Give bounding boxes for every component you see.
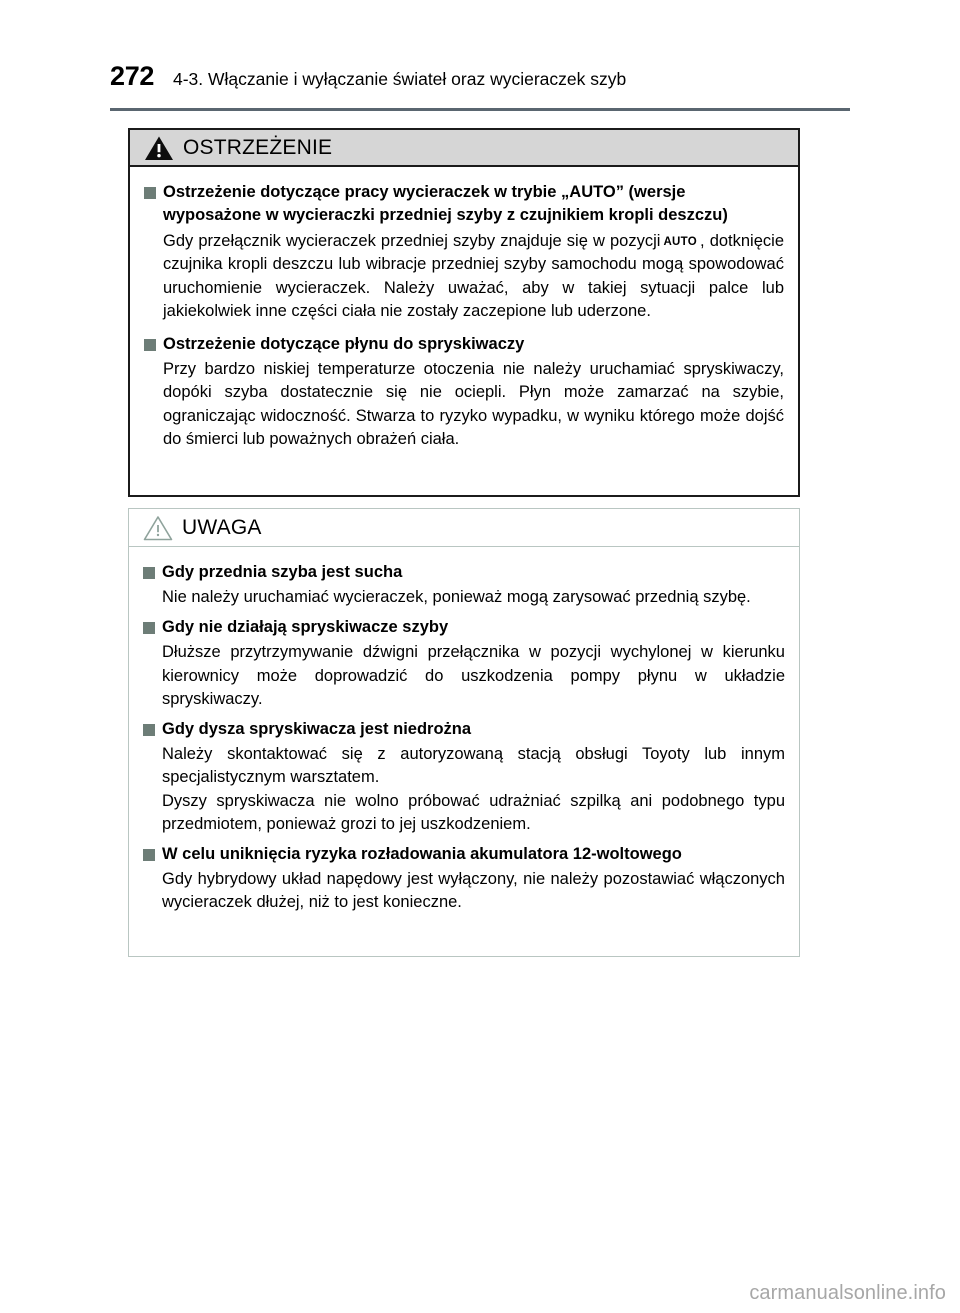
site-watermark: carmanualsonline.info bbox=[749, 1282, 946, 1304]
auto-mode-chip: AUTO bbox=[663, 235, 698, 248]
section-title: 4-3. Włączanie i wyłączanie świateł oraz wycieraczek szyb bbox=[173, 69, 627, 89]
warning-box-header bbox=[128, 128, 800, 167]
caution-item-heading-text: Gdy dysza spryskiwacza jest niedrożna bbox=[162, 719, 472, 738]
warning-triangle-filled-icon bbox=[144, 135, 174, 161]
warning-item-heading bbox=[144, 181, 784, 228]
caution-item-heading bbox=[143, 843, 785, 866]
paragraph-text-after: , dotknięcie czujnika kropli deszczu lub wibracje przedniej szyby samochodu mogą spowodować uruchomienie wycieraczek. Należy uważać, aby w takiej sytuacji palce lub jakiekolwiek inne części ciała nie zostały zaczepione lub uderzone. bbox=[163, 231, 784, 321]
caution-item-heading bbox=[143, 718, 785, 741]
warning-item-paragraph bbox=[163, 230, 784, 324]
warning-box-body bbox=[128, 167, 800, 497]
warning-box bbox=[128, 128, 800, 497]
caution-box bbox=[128, 508, 800, 957]
warning-item-auto-mode bbox=[144, 181, 784, 324]
warning-item-heading-text: Ostrzeżenie dotyczące płynu do spryskiwaczy bbox=[163, 334, 525, 353]
warning-item-washer-fluid bbox=[144, 333, 784, 452]
square-bullet-icon bbox=[144, 187, 156, 199]
caution-item-paragraph: Dłuższe przytrzymywanie dźwigni przełącznika w pozycji wychylonej w kierunku kierownicy może doprowadzić do uszkodzenia pompy płynu w układzie spryskiwaczy. bbox=[162, 643, 785, 709]
caution-item-clogged-nozzle bbox=[143, 718, 785, 837]
warning-box-title: OSTRZEŻENIE bbox=[183, 136, 333, 159]
caution-item-dry-windshield bbox=[143, 561, 785, 610]
caution-item-paragraph: Należy skontaktować się z autoryzowaną stacją obsługi Toyoty lub innym specjalistycznym warsztatem. bbox=[162, 744, 785, 787]
warning-item-heading bbox=[144, 333, 784, 356]
caution-item-heading bbox=[143, 561, 785, 584]
caution-box-title: UWAGA bbox=[182, 516, 262, 539]
caution-box-header bbox=[128, 508, 800, 547]
caution-item-washers-not-working bbox=[143, 616, 785, 712]
caution-item-heading-text: Gdy przednia szyba jest sucha bbox=[162, 563, 403, 581]
square-bullet-icon bbox=[143, 622, 155, 634]
square-bullet-icon bbox=[143, 849, 155, 861]
square-bullet-icon bbox=[144, 339, 156, 351]
page-header bbox=[0, 0, 960, 110]
caution-item-heading-text: W celu uniknięcia ryzyka rozładowania akumulatora 12-woltowego bbox=[162, 844, 682, 863]
caution-item-paragraph: Nie należy uruchamiać wycieraczek, ponieważ mogą zarysować przednią szybę. bbox=[162, 588, 751, 607]
square-bullet-icon bbox=[143, 724, 155, 736]
caution-item-battery-discharge bbox=[143, 843, 785, 915]
caution-item-heading bbox=[143, 616, 785, 639]
caution-triangle-outline-icon bbox=[143, 515, 173, 541]
warning-item-heading-text: Ostrzeżenie dotyczące pracy wycieraczek w trybie „AUTO” (wersje wyposażone w wycieraczki przedniej szyby z czujnikiem kropli deszczu) bbox=[163, 183, 728, 225]
paragraph-text-before: Gdy przełącznik wycieraczek przedniej szyby znajduje się w pozycji bbox=[163, 231, 661, 250]
page-number: 272 bbox=[110, 61, 155, 91]
caution-box-body bbox=[128, 547, 800, 957]
caution-item-heading-text: Gdy nie działają spryskiwacze szyby bbox=[162, 617, 449, 636]
square-bullet-icon bbox=[143, 567, 155, 579]
warning-item-paragraph: Przy bardzo niskiej temperaturze otoczenia nie należy uruchamiać spryskiwaczy, dopóki szyba dostatecznie się nie ociepli. Płyn może zamarzać na szybie, ograniczając widoczność. Stwarza to ryzyko wypadku, w wyniku którego może dojść do śmierci lub poważnych obrażeń ciała. bbox=[163, 359, 784, 449]
caution-item-paragraph: Dyszy spryskiwacza nie wolno próbować udrażniać szpilką ani podobnego typu przedmiotem, ponieważ grozi to jej uszkodzeniem. bbox=[162, 791, 785, 834]
caution-item-paragraph: Gdy hybrydowy układ napędowy jest wyłączony, nie należy pozostawiać włączonych wycieraczek dłużej, niż to jest konieczne. bbox=[162, 870, 785, 912]
header-divider bbox=[110, 108, 850, 111]
